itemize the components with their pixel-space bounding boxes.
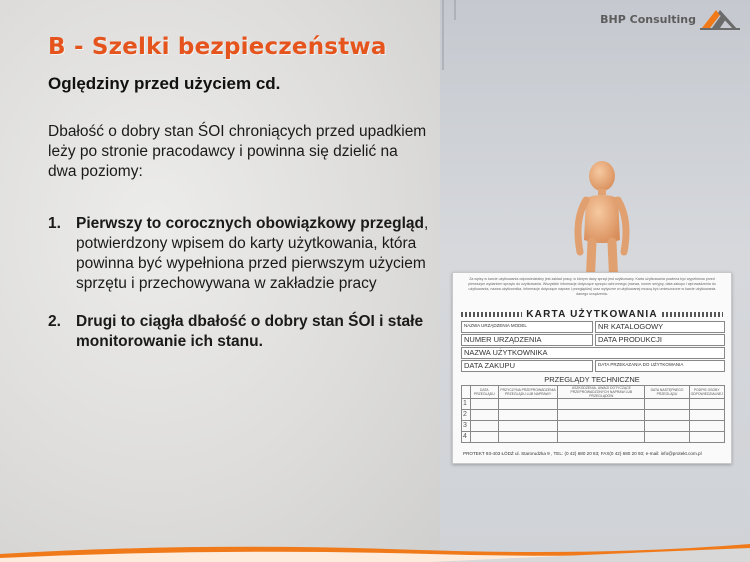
table-header-cell: DATA NASTĘPNEGO PRZEGLĄDU bbox=[645, 386, 689, 399]
table-header-cell: DATA PRZEGLĄDU bbox=[470, 386, 498, 399]
table-row bbox=[462, 410, 725, 421]
list-item-text: , potwierdzony wpisem do karty użytkowania, która powinna być wypełniona przed pierwszym użyciem sprzętu i przechowywana w zakładzie pracy bbox=[76, 215, 429, 292]
field-purchase: DATA ZAKUPU bbox=[461, 360, 593, 372]
intro-paragraph: Dbałość o dobry stan ŚOI chroniących przed upadkiem leży po stronie pracodawcy i powinna się dzielić na dwa poziomy: bbox=[48, 123, 427, 180]
list-item-bold: Pierwszy to corocznych obowiązkowy przegląd bbox=[76, 215, 424, 232]
points-list bbox=[48, 214, 443, 370]
table-row bbox=[462, 421, 725, 432]
table-row bbox=[462, 399, 725, 410]
list-item-bold: Drugi to ciągła dbałość o dobry stan ŚOI i stałe monitorowanie ich stanu. bbox=[76, 313, 424, 350]
card-title: KARTA UŻYTKOWANIA bbox=[526, 308, 658, 320]
table-header-cell: USZKODZENIA, UWAGI DOTYCZĄCE PRZEPROWADZONYCH NAPRAW LUB PRZEGLĄDÓW bbox=[558, 386, 645, 399]
background-pole bbox=[442, 0, 444, 70]
row-number: 4 bbox=[462, 432, 471, 443]
list-item bbox=[48, 214, 443, 294]
list-number: 2. bbox=[48, 313, 61, 330]
field-production: DATA PRODUKCJI bbox=[595, 334, 725, 346]
inspections-table bbox=[461, 385, 725, 443]
field-handover: DATA PRZEKAZANIA DO UŻYTKOWANIA bbox=[595, 360, 725, 372]
field-serial: NUMER URZĄDZENIA bbox=[461, 334, 593, 346]
slide-title: B - Szelki bezpieczeństwa bbox=[48, 34, 387, 60]
slide-subtitle: Oględziny przed użyciem cd. bbox=[48, 74, 281, 93]
figure-illustration bbox=[566, 160, 638, 290]
inspections-title: PRZEGLĄDY TECHNICZNE bbox=[544, 375, 640, 384]
table-header-cell bbox=[462, 386, 471, 399]
card-header-stripe bbox=[461, 312, 522, 317]
field-catalog: NR KATALOGOWY bbox=[595, 321, 725, 333]
table-header-cell: PODPIS OSOBY ODPOWIEDZIALNEJ bbox=[689, 386, 724, 399]
row-number: 2 bbox=[462, 410, 471, 421]
bottom-decoration bbox=[0, 540, 750, 562]
background-pole bbox=[454, 0, 456, 20]
row-number: 1 bbox=[462, 399, 471, 410]
table-row bbox=[462, 432, 725, 443]
card-header-stripe bbox=[662, 312, 723, 317]
list-item bbox=[48, 312, 443, 352]
card-fine-print: Za wpisy w karcie użytkowania odpowiedzialny jest zakład pracy, w którym dany sprzęt jest użytkowany. Karta użytkowania powinna być wypełniona przed pierwszym wydaniem sprzętu do użytkowania. Wszystkie informacje dotyczące sprzętu ochronnego (nazwa, numer seryjny, data zakupu i wprowadzenia do użytkowania, nazwa użytkownika, informacje dotyczące napraw i przeglądów) oraz wytyczne w użytkowanej muszą być umieszczone w karcie użytkowania danego urządzenia. bbox=[468, 277, 716, 296]
list-number: 1. bbox=[48, 215, 61, 232]
card-footer: PROTEKT 93-403 ŁÓDŹ ul. Starorudzka 9 , TEL: (0 42) 680 20 83; FAX(0 42) 680 20 93; e-mail: info@protekt.com.pl bbox=[463, 451, 702, 456]
field-user: NAZWA UŻYTKOWNIKA bbox=[461, 347, 725, 359]
table-header-cell: PRZYCZYNA PRZEPROWADZENIA PRZEGLĄDU LUB NAPRAWY bbox=[498, 386, 557, 399]
card-header bbox=[461, 309, 723, 319]
field-model: NAZWA URZĄDZENIA MODEL bbox=[461, 321, 593, 333]
usage-card bbox=[452, 272, 732, 464]
table-header-row bbox=[462, 386, 725, 399]
brand-logo-icon bbox=[700, 6, 740, 32]
brand-name: BHP Consulting bbox=[600, 12, 696, 26]
row-number: 3 bbox=[462, 421, 471, 432]
brand bbox=[600, 6, 740, 32]
